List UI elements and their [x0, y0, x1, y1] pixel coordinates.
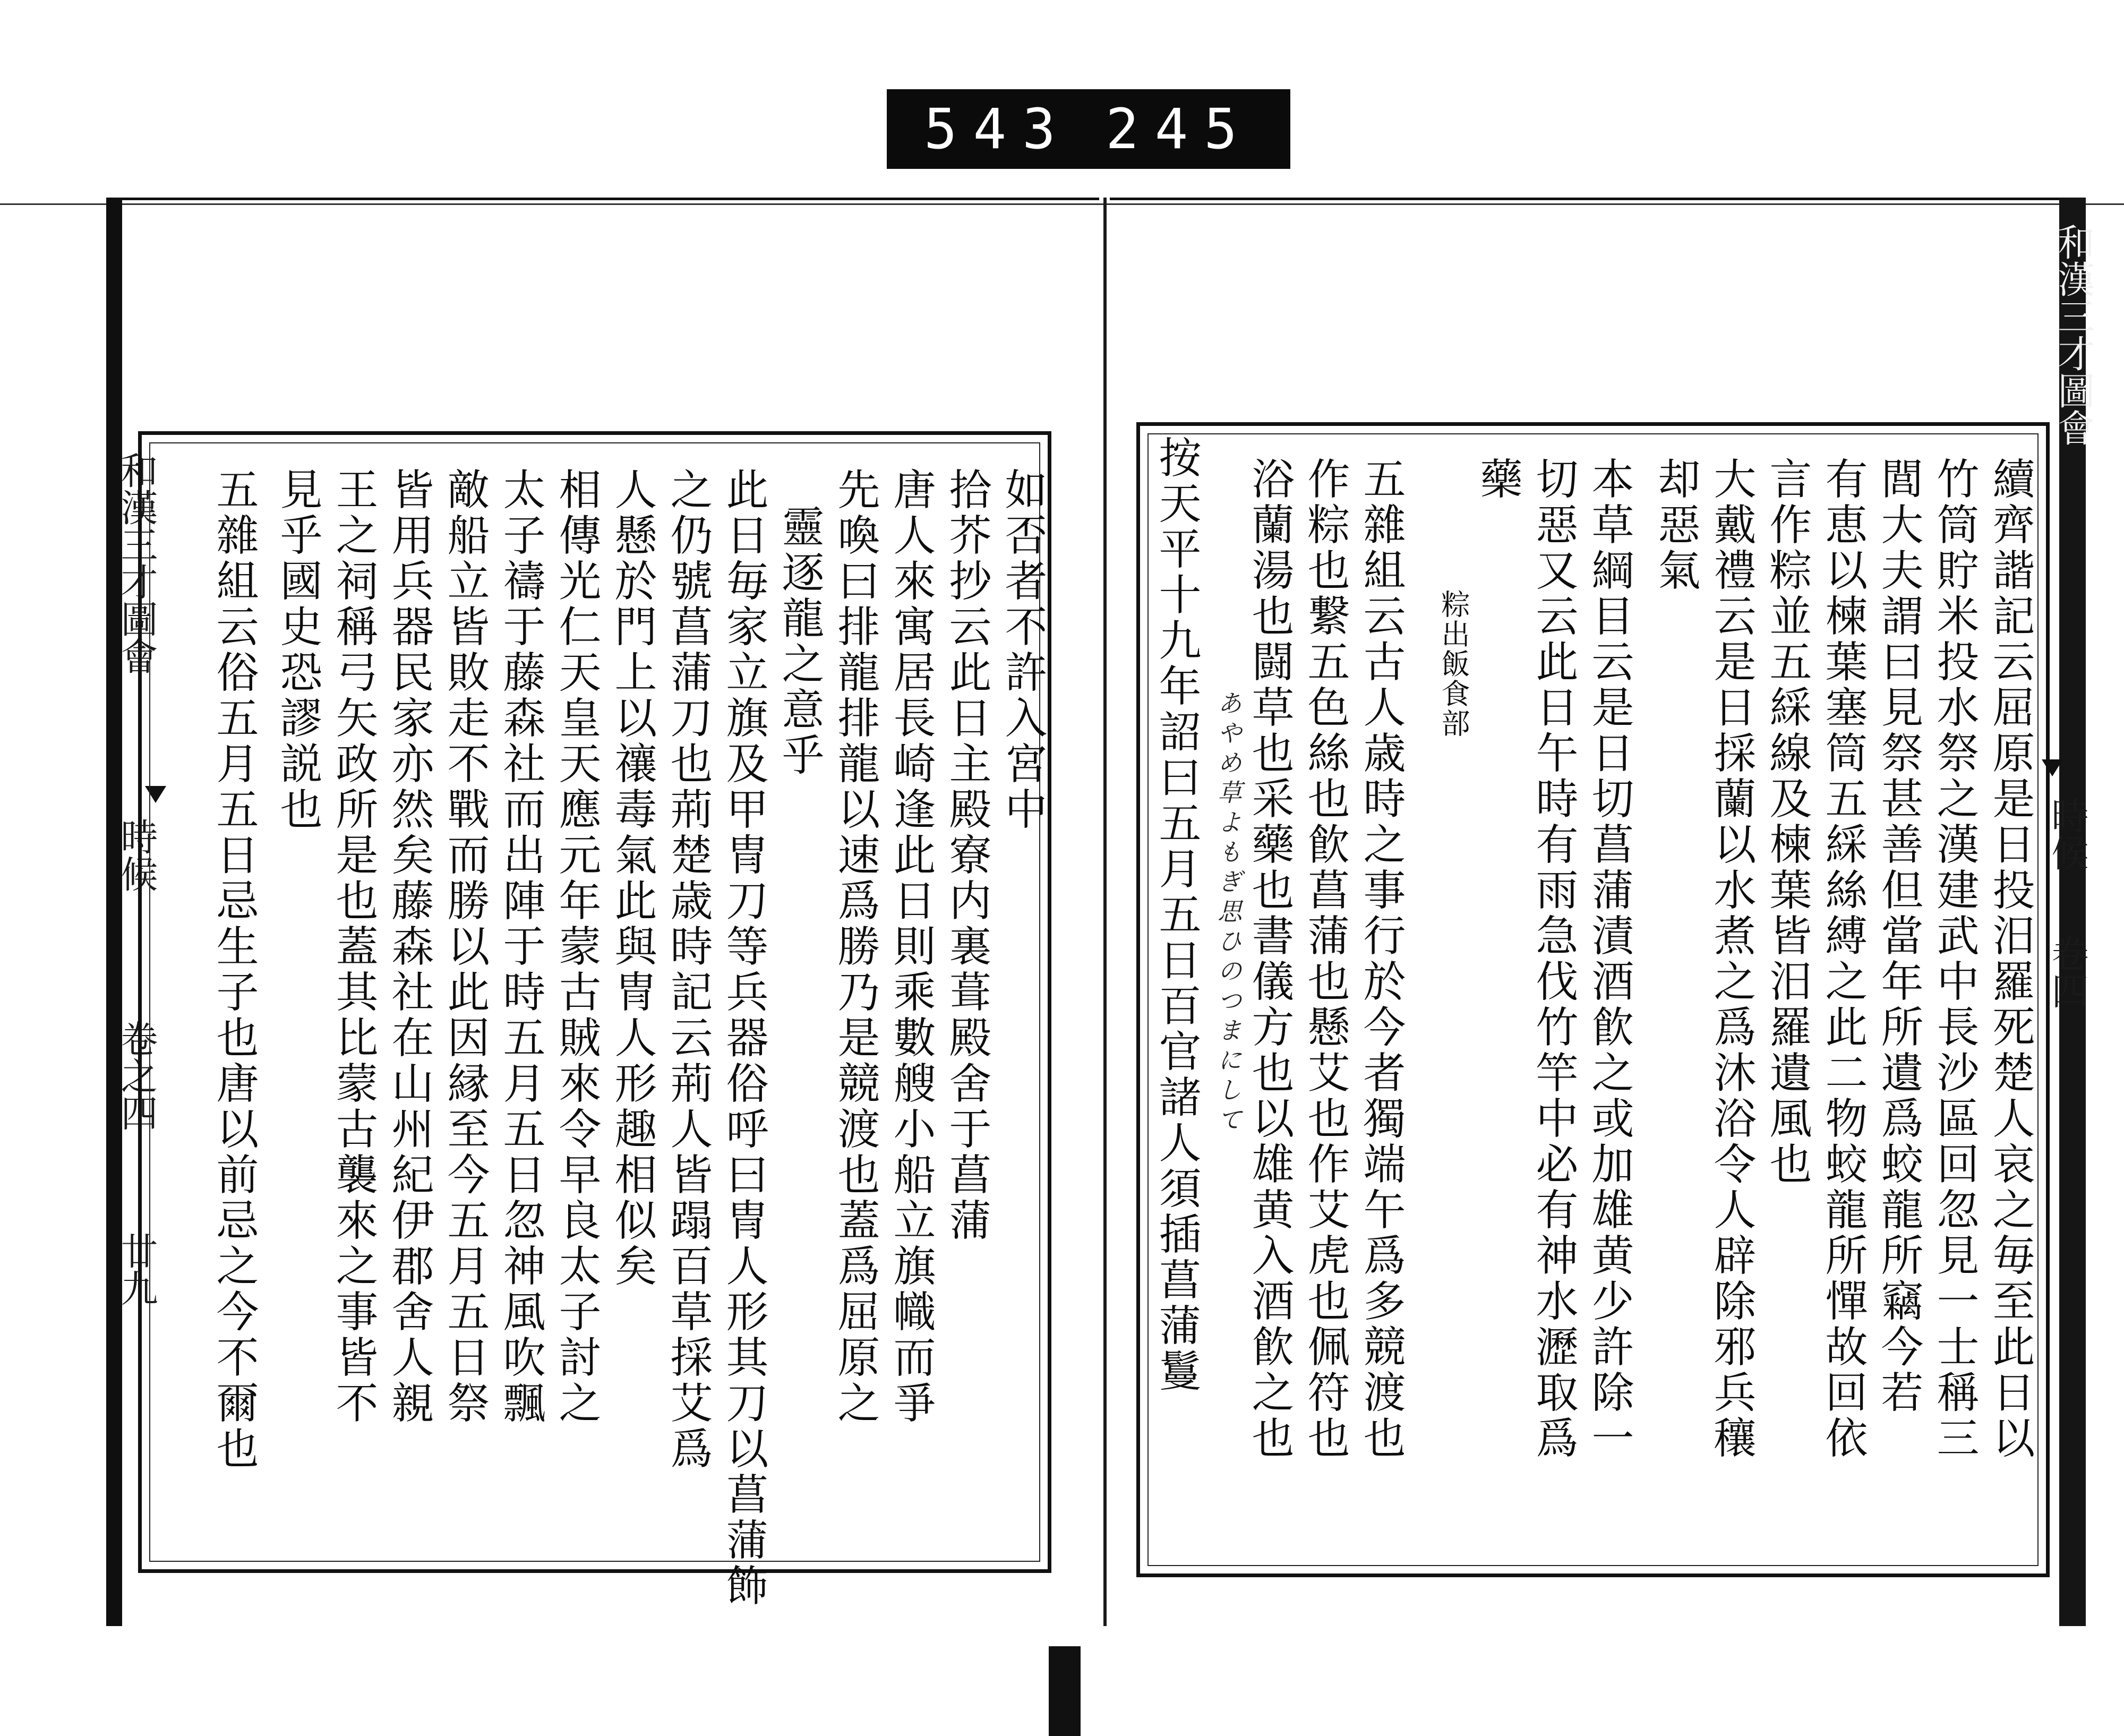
binding-clip [1049, 1646, 1081, 1736]
left-column-8: 人懸於門上以禳毒氣此與冑人形趣相似矣 [607, 467, 657, 1289]
left-column-1: 如否者不許入宮中 [998, 467, 1047, 833]
right-column-14: 按天平十九年詔曰五月五日百官諸人須插菖蒲鬘 [1152, 435, 1201, 1395]
left-column-11: 敵船立皆敗走不戰而勝以此因縁至今五月五日祭 [440, 467, 490, 1426]
right-column-7: 却惡氣 [1651, 457, 1700, 594]
right-margin-title: 和漢三才圖會 [2052, 223, 2095, 446]
right-column-9: 切惡又云此日午時有雨急伐竹竿中必有神水瀝取爲 [1529, 457, 1578, 1461]
left-column-2: 拾芥抄云此日主殿寮内裏葺殿舍于菖蒲 [942, 467, 991, 1244]
right-handwritten-note: あやめ草よもぎ思ひのつまにして [1214, 690, 1243, 1136]
archive-number-left: 543 [924, 97, 1072, 161]
right-column-4: 有恵以楝葉塞筒五綵絲縛之此二物蛟龍所憚故回依 [1818, 457, 1868, 1461]
archive-number-right: 245 [1106, 97, 1253, 161]
right-margin-section: 時候 [2045, 797, 2089, 871]
left-column-10: 太子禱于藤森社而出陣于時五月五日忽神風吹飄 [496, 467, 545, 1426]
right-column-11: 五雜組云古人歳時之事行於今者獨端午爲多競渡也 [1356, 457, 1406, 1461]
archive-label [887, 89, 1290, 169]
right-column-10: 藥 [1473, 457, 1522, 502]
right-column-6: 大戴禮云是日採蘭以水煮之爲沐浴令人辟除邪兵穰 [1707, 457, 1756, 1461]
left-column-5: 靈逐龍之意乎 [775, 504, 824, 779]
left-margin-number: 廿九 [115, 1232, 158, 1306]
right-column-2: 竹筒貯米投水祭之漢建武中長沙區回忽見一士稱三 [1930, 457, 1979, 1461]
left-column-13: 王之祠稱弓矢政所是也蓋其比蒙古襲來之事皆不 [329, 467, 378, 1426]
left-column-6: 此日毎家立旗及甲冑刀等兵器俗呼曰冑人形其刀以菖蒲飾 [719, 467, 768, 1609]
left-column-14: 見乎國史恐謬説也 [273, 467, 322, 833]
right-column-12: 作粽也繋五色絲也飮菖蒲也懸艾也作艾虎也佩符也 [1300, 457, 1350, 1461]
right-column-13: 浴蘭湯也闘草也采藥也書儀方也以雄黄入酒飮之也 [1245, 457, 1294, 1461]
left-column-4: 先喚曰排龍排龍以速爲勝乃是競渡也蓋爲屈原之 [830, 467, 880, 1426]
left-column-7: 之仍號菖蒲刀也荊楚歳時記云荊人皆蹋百草採艾爲 [663, 467, 713, 1472]
right-margin-page: 卷四 [2045, 935, 2089, 1009]
right-column-1: 續齊諧記云屈原是日投汨羅死楚人哀之毎至此日以 [1985, 457, 2035, 1461]
left-column-15: 五雜組云俗五月五日忌生子也唐以前忌之今不爾也 [209, 467, 259, 1472]
right-column-5: 言作粽並五綵線及楝葉皆汨羅遺風也 [1762, 457, 1812, 1187]
left-margin-page: 卷之四 [115, 1020, 158, 1131]
left-column-3: 唐人來寓居長崎逢此日則乘數艘小船立旗幟而爭 [886, 467, 936, 1426]
left-margin-title: 和漢三才圖會 [115, 451, 158, 674]
left-column-9: 相傳光仁天皇天應元年蒙古賊來令早良太子討之 [552, 467, 601, 1426]
gutter-line [1103, 198, 1107, 1626]
right-note-small: 粽出飯食部 [1437, 589, 1470, 738]
right-column-3: 閭大夫謂曰見祭甚善但當年所遺爲蛟龍所竊今若 [1874, 457, 1923, 1416]
right-column-8: 本草綱目云是日切菖蒲漬酒飮之或加雄黄少許除一 [1585, 457, 1634, 1461]
left-column-12: 皆用兵器民家亦然矣藤森社在山州紀伊郡舍人親 [384, 467, 434, 1426]
left-margin-section: 時候 [115, 818, 158, 892]
